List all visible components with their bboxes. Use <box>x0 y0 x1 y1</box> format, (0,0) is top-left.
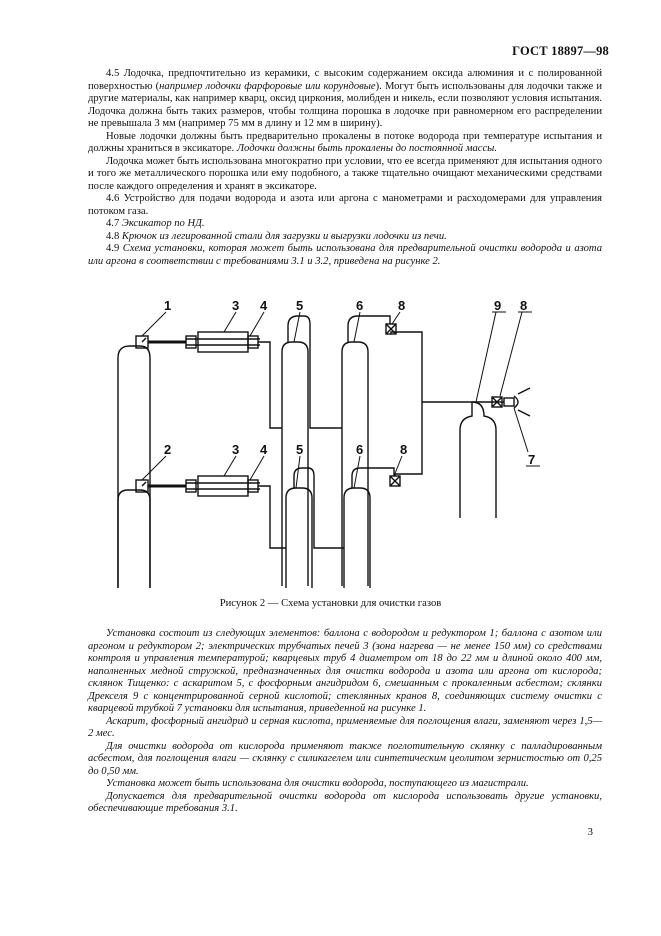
paragraph-palladium: Для очистки водорода от кислорода применяют также поглотительную склянку с палладированным асбестом, для поглощения влаги — склянку с силикагелем или синтетическим цеолитом зернистостью от 0,25 до 0,50 мм. <box>88 740 602 777</box>
paragraph-replacement: Аскарит, фосфорный ангидрид и серная кислота, применяемые для поглощения влаги, заменяют через 1,5—2 мес. <box>88 715 602 739</box>
label-6-bottom: 6 <box>356 442 364 457</box>
paragraph-4-8: 4.8 Крючок из легированной стали для загрузки и выгрузки лодочки из печи. <box>106 230 447 242</box>
paragraph-other-installations: Допускается для предварительной очистки водорода от кислорода использовать другие установки, обеспечивающие требования 3.1. <box>88 790 602 814</box>
nitrogen-cylinder <box>118 490 150 588</box>
label-6-top: 6 <box>356 298 364 313</box>
paragraph-mains: Установка может быть использована для очистки водорода, поступающего из магистрали. <box>106 778 529 789</box>
top-text-block <box>88 68 602 268</box>
paragraph-4-7: 4.7 Эксикатор по НД. <box>106 218 205 229</box>
label-9: 9 <box>494 298 502 313</box>
figure-caption: Рисунок 2 — Схема установки для очистки газов <box>219 598 442 609</box>
label-2: 2 <box>164 442 172 457</box>
gas-purification-diagram <box>104 298 584 590</box>
paragraph-components: Установка состоит из следующих элементов: баллона с водородом и редуктором 1; баллона с азотом или аргоном и редуктором 2; электрических трубчатых печей 3 (зона нагрева — не менее 150 мм) со средствами контроля и управления температурой; кварцевых труб 4 диаметром от 18 до 22 мм и длиной около 400 мм, наполненных медной стружкой, предназначенных для очистки водорода и азота или аргона от кислорода; склянок Тищенко: с аскаритом 5, с фосфорным ангидридом 6, смешанным с прокаленным асбестом; склянки Дрекселя 9 с концентрированной серной кислотой; стеклянных кранов 8, соединяющих систему очистки с кварцевой трубкой 7 установки для испытания, приведенной на рисунке 1. <box>88 628 602 714</box>
paragraph-boat-reuse: Лодочка может быть использована многократно при условии, что ее всегда применяют для испытания одного и того же металлического порошка или ему подобного, а также тщательно очищают механическими средствами после каждого определения и хранят в эксикаторе. <box>88 155 602 192</box>
label-1: 1 <box>164 298 172 313</box>
paragraph-4-5: 4.5 Лодочка, предпочтительно из керамики, с высоким содержанием оксида алюминия и с полированной поверхностью (например лодочки фарфоровые или корундовые). Могут быть использованы для лодочки также и другие материалы, как например кварц, оксид циркония, молибден и никель, если позволяют условия испытания. Лодочка должна быть таких размеров, чтобы толщина порошка в лодочке при равномерном его распределении не превышала 3 мм (например 75 мм в длину и 12 мм в ширину). <box>88 68 603 129</box>
label-3-top: 3 <box>232 298 240 313</box>
label-4-bottom: 4 <box>260 442 268 457</box>
hydrogen-cylinder <box>118 346 150 588</box>
quartz-tube-7 <box>504 398 514 406</box>
drexel-flask <box>460 402 496 518</box>
label-8-top: 8 <box>398 298 406 313</box>
furnace-3-top <box>198 332 248 352</box>
furnace-3-bottom <box>198 476 248 496</box>
label-8-right: 8 <box>520 298 528 313</box>
phosphoric-flask-bottom <box>344 488 370 588</box>
label-7: 7 <box>528 452 536 467</box>
page-number: 3 <box>587 826 593 838</box>
label-4-top: 4 <box>260 298 268 313</box>
paragraph-4-6: 4.6 Устройство для подачи водорода и азота или аргона с манометрами и расходомерами для управления потоком газа. <box>88 193 602 217</box>
label-5-bottom: 5 <box>296 442 304 457</box>
standard-header: ГОСТ 18897—98 <box>512 44 609 58</box>
paragraph-4-9: 4.9 Схема установки, которая может быть использована для предварительной очистки водорода и азота или аргона в соответствии с требованиями 3.1 и 3.2, приведена на рисунке 2. <box>88 243 603 267</box>
label-3-bottom: 3 <box>232 442 240 457</box>
paragraph-boats-calcined: Новые лодочки должны быть предварительно прокалены в потоке водорода при температуре испытания и должны храниться в эксикаторе. Лодочки должны быть прокалены до постоянной массы. <box>88 130 602 154</box>
phosphoric-flask-top <box>342 342 368 586</box>
bottom-text-block <box>88 628 602 816</box>
label-5-top: 5 <box>296 298 304 313</box>
label-8-bottom: 8 <box>400 442 408 457</box>
